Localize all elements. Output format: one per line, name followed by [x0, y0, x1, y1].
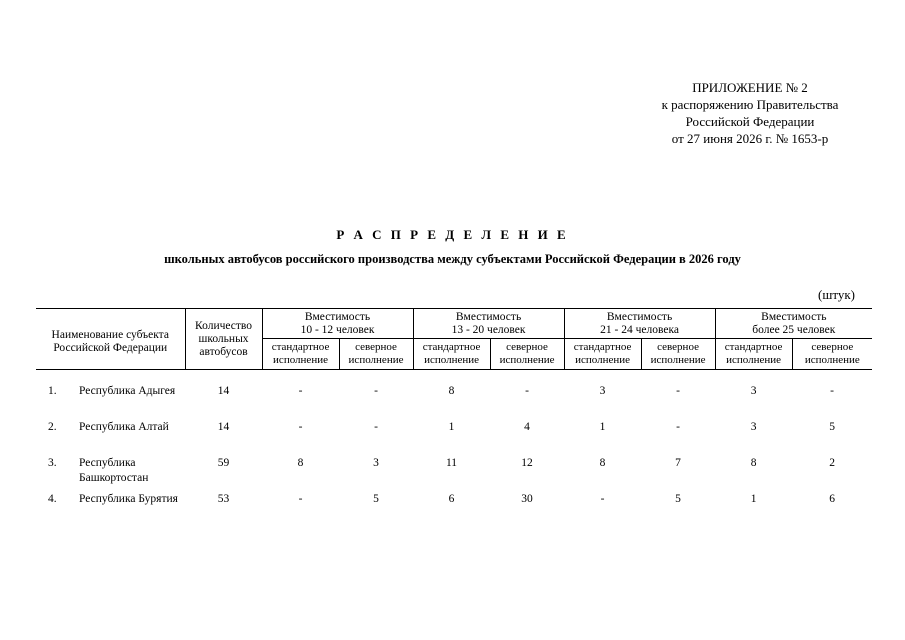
document-title: Р А С П Р Е Д Е Л Е Н И Е	[336, 227, 569, 242]
header-sub-standard: стандартное исполнение	[715, 339, 792, 370]
row-number: 4.	[48, 493, 57, 505]
header-capacity-group: Вместимость 13 - 20 человек	[413, 309, 564, 339]
bus-total: 53	[217, 493, 230, 505]
bus-total: 14	[217, 421, 230, 433]
cell-value: -	[298, 421, 303, 433]
subject-name: Республика Адыгея	[79, 385, 176, 397]
header-sub-north: северное исполнение	[490, 339, 564, 370]
cell-value: -	[676, 385, 680, 397]
appendix-label: ПРИЛОЖЕНИЕ № 2	[692, 80, 808, 95]
header-sub-standard: стандартное исполнение	[413, 339, 490, 370]
cell-value: 4	[524, 421, 530, 433]
cell-value: 5	[675, 493, 681, 505]
header-count: Количество школьных автобусов	[185, 309, 262, 370]
cell-value: 8	[448, 385, 455, 397]
cell-value: 6	[829, 493, 835, 505]
cell-value: 7	[675, 457, 681, 469]
units-label: (штук)	[818, 287, 855, 302]
appendix-date-line: от 27 июня 2026 г. № 1653-р	[671, 131, 829, 146]
row-number: 1.	[48, 385, 57, 397]
appendix-government-line: Российской Федерации	[685, 114, 815, 129]
distribution-table	[36, 308, 872, 528]
cell-value: -	[374, 421, 378, 433]
row-number: 3.	[48, 457, 57, 469]
bus-total: 59	[217, 457, 230, 469]
row-number: 2.	[48, 421, 57, 433]
table-row	[36, 492, 872, 528]
header-capacity-group: Вместимость более 25 человек	[715, 309, 872, 339]
cell-value: -	[374, 385, 378, 397]
cell-value: 5	[373, 493, 379, 505]
cell-value: 1	[448, 421, 455, 433]
cell-value: -	[298, 493, 303, 505]
subject-name: Республика Бурятия	[79, 493, 178, 505]
cell-value: -	[525, 385, 529, 397]
cell-value: 3	[750, 421, 757, 433]
document-subtitle: школьных автобусов российского производства между субъектами Российской Федерации в 2026 году	[164, 252, 741, 266]
cell-value: 3	[373, 457, 379, 469]
appendix-block	[640, 79, 860, 147]
cell-value: -	[600, 493, 605, 505]
cell-value: 30	[521, 493, 533, 505]
table-row	[36, 420, 872, 456]
cell-value: 8	[297, 457, 304, 469]
cell-value: 1	[750, 493, 757, 505]
subject-name: Республика Башкортостан	[79, 457, 149, 484]
cell-value: -	[676, 421, 680, 433]
cell-value: 5	[829, 421, 835, 433]
header-sub-north: северное исполнение	[792, 339, 872, 370]
table-row	[36, 384, 872, 420]
header-sub-standard: стандартное исполнение	[564, 339, 641, 370]
header-subject: Наименование субъекта Российской Федерации	[36, 309, 185, 370]
cell-value: -	[830, 385, 834, 397]
cell-value: 1	[599, 421, 606, 433]
table-row	[36, 456, 872, 492]
cell-value: 8	[750, 457, 757, 469]
cell-value: 3	[599, 385, 606, 397]
header-sub-north: северное исполнение	[641, 339, 715, 370]
cell-value: 12	[521, 457, 533, 469]
header-sub-standard: стандартное исполнение	[262, 339, 339, 370]
cell-value: 6	[448, 493, 455, 505]
subject-name: Республика Алтай	[79, 421, 169, 433]
cell-value: 11	[445, 457, 458, 469]
cell-value: 8	[599, 457, 606, 469]
cell-value: -	[298, 385, 303, 397]
appendix-order-line: к распоряжению Правительства	[661, 97, 839, 112]
header-capacity-group: Вместимость 21 - 24 человека	[564, 309, 715, 339]
header-capacity-group: Вместимость 10 - 12 человек	[262, 309, 413, 339]
bus-total: 14	[217, 385, 230, 397]
cell-value: 3	[750, 385, 757, 397]
cell-value: 2	[829, 457, 835, 469]
header-sub-north: северное исполнение	[339, 339, 413, 370]
